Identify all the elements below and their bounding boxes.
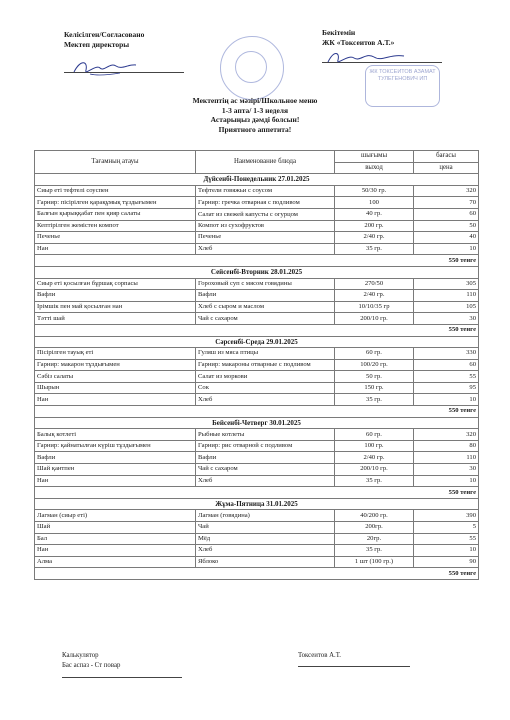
dish-name-ru: Тефтели говяжьи с соусом bbox=[196, 185, 335, 197]
dish-name-kz: Шай қантпен bbox=[35, 464, 196, 476]
dish-output: 50/30 гр. bbox=[335, 185, 414, 197]
dish-output: 2/40 гр. bbox=[335, 452, 414, 464]
dish-output: 35 гр. bbox=[335, 475, 414, 487]
dish-name-ru: Чай с сахаром bbox=[196, 313, 335, 325]
dish-name-kz: Балық котлеті bbox=[35, 429, 196, 441]
dish-name-ru: Сок bbox=[196, 382, 335, 394]
dish-name-kz: Алма bbox=[35, 556, 196, 568]
table-row bbox=[35, 278, 479, 290]
dish-name-ru: Мёд bbox=[196, 533, 335, 545]
dish-output: 40/200 гр. bbox=[335, 510, 414, 522]
dish-name-kz: Лагман (сиыр еті) bbox=[35, 510, 196, 522]
dish-output: 2/40 гр. bbox=[335, 232, 414, 244]
approve-label: Бекітемін bbox=[322, 28, 356, 37]
table-row bbox=[35, 290, 479, 302]
dish-output: 200/10 гр. bbox=[335, 464, 414, 476]
dish-price: 40 bbox=[414, 232, 479, 244]
table-row bbox=[35, 243, 479, 255]
dish-output: 35 гр. bbox=[335, 545, 414, 557]
school-director-label: Мектеп директоры bbox=[64, 40, 130, 49]
dish-price: 320 bbox=[414, 185, 479, 197]
dish-name-ru: Салат из свежей капусты с огурцом bbox=[196, 208, 335, 220]
table-row bbox=[35, 348, 479, 360]
day-header-row bbox=[35, 336, 479, 348]
dish-price: 30 bbox=[414, 313, 479, 325]
day-header-row bbox=[35, 266, 479, 278]
dish-name-ru: Гарнир: макароны отварные с подливом bbox=[196, 359, 335, 371]
dish-name-ru: Чай с сахаром bbox=[196, 464, 335, 476]
header-output-kz: шығымы bbox=[335, 151, 414, 163]
header-ru: Наименование блюда bbox=[196, 151, 335, 174]
day-title: Бейсенбі-Четверг 30.01.2025 bbox=[35, 417, 479, 429]
table-row bbox=[35, 197, 479, 209]
day-total: 550 тенге bbox=[35, 255, 479, 267]
menu-table bbox=[34, 150, 479, 580]
day-total: 550 тенге bbox=[35, 568, 479, 580]
menu-title bbox=[0, 96, 510, 134]
title-line-kz: Мектептің ас мәзірі/Школьное меню bbox=[192, 96, 318, 105]
dish-name-kz: Сиыр еті тефтелі соуспен bbox=[35, 185, 196, 197]
day-title: Дүйсенбі-Понедельник 27.01.2025 bbox=[35, 174, 479, 186]
dish-name-ru: Хлеб bbox=[196, 475, 335, 487]
dish-name-ru: Хлеб bbox=[196, 243, 335, 255]
dish-name-kz: Нан bbox=[35, 545, 196, 557]
dish-name-kz: Пісірілген тауық еті bbox=[35, 348, 196, 360]
day-total-row bbox=[35, 324, 479, 336]
chef-label: Бас аспаз - Ст повар bbox=[62, 662, 121, 669]
dish-name-kz: Сиыр еті қосылған бұршақ сорпасы bbox=[35, 278, 196, 290]
dish-name-kz: Сәбіз салаты bbox=[35, 371, 196, 383]
approver-name: Токсеитов А.Т. bbox=[298, 652, 341, 659]
dish-output: 60 гр. bbox=[335, 348, 414, 360]
dish-name-kz: Вафли bbox=[35, 290, 196, 302]
dish-output: 200 гр. bbox=[335, 220, 414, 232]
dish-name-ru: Вафли bbox=[196, 290, 335, 302]
dish-price: 60 bbox=[414, 208, 479, 220]
dish-output: 2/40 гр. bbox=[335, 290, 414, 302]
dish-output: 1 шт (100 гр.) bbox=[335, 556, 414, 568]
dish-price: 10 bbox=[414, 394, 479, 406]
dish-name-kz: Бал bbox=[35, 533, 196, 545]
table-row bbox=[35, 440, 479, 452]
calculator-label: Калькулятор bbox=[62, 652, 99, 659]
table-row bbox=[35, 545, 479, 557]
dish-output: 60 гр. bbox=[335, 429, 414, 441]
dish-name-ru: Гуляш из мяса птицы bbox=[196, 348, 335, 360]
day-title: Жұма-Пятница 31.01.2025 bbox=[35, 498, 479, 510]
header-price-ru: цена bbox=[414, 162, 479, 174]
header-kz: Тағамның атауы bbox=[35, 151, 196, 174]
day-total: 550 тенге bbox=[35, 406, 479, 418]
dish-name-ru: Гороховый суп с мясом говядины bbox=[196, 278, 335, 290]
dish-name-ru: Чай bbox=[196, 522, 335, 534]
dish-price: 30 bbox=[414, 464, 479, 476]
title-bon-appetit-ru: Приятного аппетита! bbox=[218, 124, 292, 134]
table-row bbox=[35, 301, 479, 313]
dish-name-ru: Вафли bbox=[196, 452, 335, 464]
table-row bbox=[35, 452, 479, 464]
dish-name-kz: Ірімшік пен май қосылған нан bbox=[35, 301, 196, 313]
dish-price: 105 bbox=[414, 301, 479, 313]
title-week: 1-3 апта/ 1-3 неделя bbox=[221, 105, 289, 115]
dish-name-kz: Кептірілген жемістен компот bbox=[35, 220, 196, 232]
table-row bbox=[35, 464, 479, 476]
day-total-row bbox=[35, 568, 479, 580]
dish-price: 305 bbox=[414, 278, 479, 290]
day-header-row bbox=[35, 174, 479, 186]
table-row bbox=[35, 533, 479, 545]
dish-output: 100 гр. bbox=[335, 440, 414, 452]
dish-name-kz: Гарнир: қайнатылған күріш тұздығымен bbox=[35, 440, 196, 452]
dish-output: 35 гр. bbox=[335, 243, 414, 255]
dish-price: 70 bbox=[414, 197, 479, 209]
dish-name-kz: Шырын bbox=[35, 382, 196, 394]
day-total-row bbox=[35, 255, 479, 267]
director-signature bbox=[70, 56, 140, 78]
dish-price: 95 bbox=[414, 382, 479, 394]
chef-signature-line bbox=[62, 677, 182, 678]
dish-name-ru: Яблоко bbox=[196, 556, 335, 568]
table-row bbox=[35, 475, 479, 487]
table-row bbox=[35, 220, 479, 232]
dish-output: 100 bbox=[335, 197, 414, 209]
day-header-row bbox=[35, 498, 479, 510]
dish-output: 200гр. bbox=[335, 522, 414, 534]
table-row bbox=[35, 556, 479, 568]
table-row bbox=[35, 185, 479, 197]
dish-name-ru: Гарнир: рис отварной с подливом bbox=[196, 440, 335, 452]
dish-price: 110 bbox=[414, 452, 479, 464]
dish-output: 100/20 гр. bbox=[335, 359, 414, 371]
dish-name-ru: Гарнир: гречка отварная с подливом bbox=[196, 197, 335, 209]
dish-name-ru: Печенье bbox=[196, 232, 335, 244]
day-total-row bbox=[35, 487, 479, 499]
table-row bbox=[35, 394, 479, 406]
dish-price: 90 bbox=[414, 556, 479, 568]
dish-price: 390 bbox=[414, 510, 479, 522]
table-row bbox=[35, 429, 479, 441]
dish-name-ru: Салат из моркови bbox=[196, 371, 335, 383]
dish-price: 5 bbox=[414, 522, 479, 534]
dish-price: 320 bbox=[414, 429, 479, 441]
dish-price: 60 bbox=[414, 359, 479, 371]
dish-name-kz: Шай bbox=[35, 522, 196, 534]
approver-name-line bbox=[298, 666, 410, 667]
title-bon-appetit-kz: Астарыңыз дәмді болсын! bbox=[210, 115, 300, 124]
dish-price: 10 bbox=[414, 475, 479, 487]
dish-output: 50 гр. bbox=[335, 371, 414, 383]
dish-price: 330 bbox=[414, 348, 479, 360]
table-row bbox=[35, 359, 479, 371]
dish-output: 10/10/35 гр bbox=[335, 301, 414, 313]
approved-by-label: Келісілген/Согласовано bbox=[64, 30, 145, 39]
table-row bbox=[35, 232, 479, 244]
table-header-row bbox=[35, 151, 479, 163]
table-row bbox=[35, 313, 479, 325]
dish-price: 50 bbox=[414, 220, 479, 232]
table-row bbox=[35, 510, 479, 522]
dish-output: 35 гр. bbox=[335, 394, 414, 406]
dish-name-kz: Нан bbox=[35, 243, 196, 255]
day-total: 550 тенге bbox=[35, 487, 479, 499]
table-row bbox=[35, 208, 479, 220]
day-title: Сейсенбі-Вторник 28.01.2025 bbox=[35, 266, 479, 278]
dish-name-kz: Нан bbox=[35, 475, 196, 487]
school-seal-stamp bbox=[220, 36, 284, 100]
table-row bbox=[35, 522, 479, 534]
dish-name-kz: Печенье bbox=[35, 232, 196, 244]
dish-output: 150 гр. bbox=[335, 382, 414, 394]
company-stamp: ЖК ТОКСЕИТОВ АЗАМАТ ТУЛЕГЕНОВИЧ ИП bbox=[365, 65, 440, 107]
day-title: Сәрсенбі-Среда 29.01.2025 bbox=[35, 336, 479, 348]
dish-price: 80 bbox=[414, 440, 479, 452]
day-header-row bbox=[35, 417, 479, 429]
header-output-ru: выход bbox=[335, 162, 414, 174]
dish-name-ru: Хлеб bbox=[196, 394, 335, 406]
dish-price: 110 bbox=[414, 290, 479, 302]
dish-output: 270/50 bbox=[335, 278, 414, 290]
dish-name-ru: Рыбные котлеты bbox=[196, 429, 335, 441]
dish-price: 55 bbox=[414, 371, 479, 383]
day-total-row bbox=[35, 406, 479, 418]
dish-name-ru: Хлеб с сыром и маслом bbox=[196, 301, 335, 313]
dish-output: 200/10 гр. bbox=[335, 313, 414, 325]
dish-name-ru: Лагман (говядина) bbox=[196, 510, 335, 522]
company-label: ЖК «Токсеитов А.Т.» bbox=[322, 38, 395, 47]
dish-output: 20гр. bbox=[335, 533, 414, 545]
dish-name-kz: Гарнир: пісірілген қарақұмық тұздығымен bbox=[35, 197, 196, 209]
table-row bbox=[35, 382, 479, 394]
dish-name-kz: Балғын қырыққабат пен қияр салаты bbox=[35, 208, 196, 220]
dish-name-kz: Вафли bbox=[35, 452, 196, 464]
dish-name-kz: Гарнир: макарон тұздығымен bbox=[35, 359, 196, 371]
dish-price: 55 bbox=[414, 533, 479, 545]
dish-name-kz: Тәтті шай bbox=[35, 313, 196, 325]
dish-name-kz: Нан bbox=[35, 394, 196, 406]
header-price-kz: бағасы bbox=[414, 151, 479, 163]
dish-price: 10 bbox=[414, 243, 479, 255]
day-total: 550 тенге bbox=[35, 324, 479, 336]
dish-name-ru: Хлеб bbox=[196, 545, 335, 557]
dish-price: 10 bbox=[414, 545, 479, 557]
dish-output: 40 гр. bbox=[335, 208, 414, 220]
dish-name-ru: Компот из сухофруктов bbox=[196, 220, 335, 232]
table-row bbox=[35, 371, 479, 383]
